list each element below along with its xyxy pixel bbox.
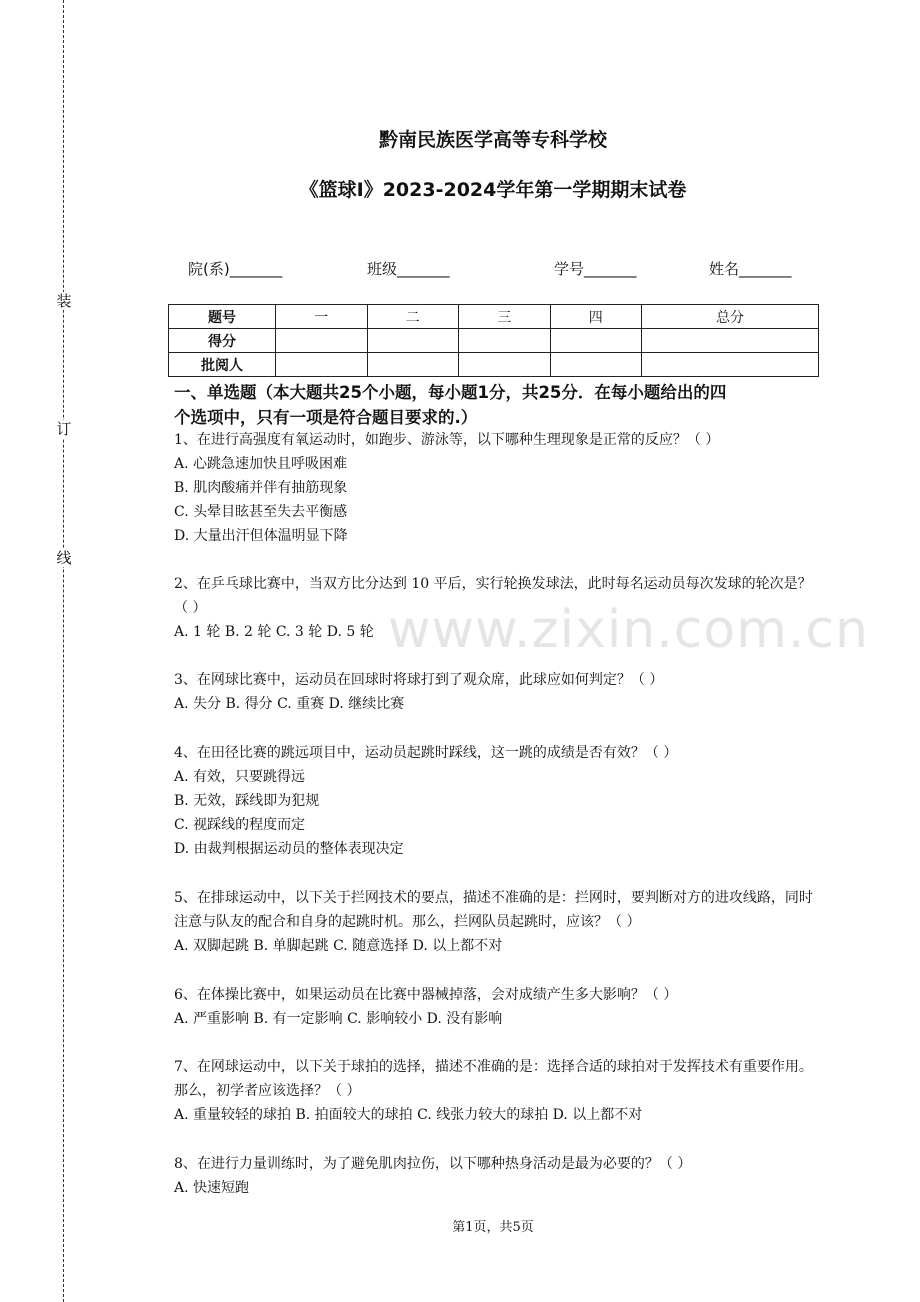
question-3	[174, 668, 822, 716]
option: A. 严重影响 B. 有一定影响 C. 影响较小 D. 没有影响	[174, 1011, 503, 1027]
section-heading	[174, 380, 822, 430]
question-4	[174, 741, 822, 861]
reviewer-cell[interactable]	[367, 353, 459, 377]
score-header-cell: 二	[367, 305, 459, 329]
option: A. 失分 B. 得分 C. 重赛 D. 继续比赛	[174, 696, 405, 712]
score-header-cell: 一	[276, 305, 368, 329]
option: A. 1 轮 B. 2 轮 C. 3 轮 D. 5 轮	[174, 624, 374, 640]
option: C. 视踩线的程度而定	[174, 817, 306, 833]
department-field[interactable]: 院(系)_______	[188, 260, 283, 278]
question-1	[174, 428, 822, 548]
option: D. 由裁判根据运动员的整体表现决定	[174, 841, 404, 857]
reviewer-row-label: 批阅人	[169, 353, 276, 377]
reviewer-cell[interactable]	[459, 353, 551, 377]
class-field[interactable]: 班级_______	[367, 260, 450, 278]
page-footer: 第1页，共5页	[452, 1220, 534, 1235]
question-8	[174, 1152, 822, 1200]
score-table	[168, 304, 819, 377]
option: D. 大量出汗但体温明显下降	[174, 528, 348, 544]
score-row-label: 得分	[169, 329, 276, 353]
watermark: www.zixin.com.cn	[388, 600, 869, 660]
question-stem: 4、在田径比赛的跳远项目中，运动员起跳时踩线，这一跳的成绩是否有效？（ ）	[174, 745, 678, 761]
score-table-header-row	[169, 305, 819, 329]
question-5	[174, 886, 822, 958]
option: A. 重量较轻的球拍 B. 拍面较大的球拍 C. 线张力较大的球拍 D. 以上都不对	[174, 1107, 643, 1123]
score-header-cell: 四	[550, 305, 642, 329]
school-name: 黔南民族医学高等专科学校	[378, 129, 607, 151]
reviewer-cell[interactable]	[276, 353, 368, 377]
binding-char-ding: 订	[56, 420, 72, 438]
question-stem: 3、在网球比赛中，运动员在回球时将球打到了观众席，此球应如何判定？（ ）	[174, 672, 664, 688]
option: A. 心跳急速加快且呼吸困难	[174, 456, 348, 472]
score-cell[interactable]	[642, 329, 819, 353]
question-stem: 5、在排球运动中，以下关于拦网技术的要点，描述不准确的是：拦网时，要判断对方的进攻线路，同时注意与队友的配合和自身的起跳时机。那么，拦网队员起跳时，应该？（ ）	[174, 890, 813, 930]
score-header-cell: 总分	[642, 305, 819, 329]
score-header-cell: 三	[459, 305, 551, 329]
section-heading-line: 个选项中，只有一项是符合题目要求的.）	[174, 408, 478, 427]
score-header-cell: 题号	[169, 305, 276, 329]
reviewer-row	[169, 353, 819, 377]
option: A. 快速短跑	[174, 1180, 250, 1196]
question-stem: 2、在乒乓球比赛中，当双方比分达到 10 平后，实行轮换发球法，此时每名运动员每次发球的轮次是？（ ）	[174, 576, 812, 616]
score-cell[interactable]	[550, 329, 642, 353]
option: B. 肌肉酸痛并伴有抽筋现象	[174, 480, 348, 496]
binding-char-xian: 线	[56, 549, 72, 567]
score-cell[interactable]	[459, 329, 551, 353]
binding-char-zhuang: 装	[56, 292, 72, 310]
question-6	[174, 983, 822, 1031]
reviewer-cell[interactable]	[642, 353, 819, 377]
question-stem: 8、在进行力量训练时，为了避免肌肉拉伤，以下哪种热身活动是最为必要的？（ ）	[174, 1156, 692, 1172]
student-id-field[interactable]: 学号_______	[554, 260, 637, 278]
option: B. 无效，踩线即为犯规	[174, 793, 320, 809]
question-stem: 7、在网球运动中，以下关于球拍的选择，描述不准确的是：选择合适的球拍对于发挥技术有重要作用。那么，初学者应该选择？（ ）	[174, 1059, 813, 1099]
exam-title: 《篮球Ⅰ》2023-2024学年第一学期期末试卷	[299, 179, 687, 201]
option: C. 头晕目眩甚至失去平衡感	[174, 504, 348, 520]
score-row	[169, 329, 819, 353]
score-cell[interactable]	[367, 329, 459, 353]
question-stem: 1、在进行高强度有氧运动时，如跑步、游泳等，以下哪种生理现象是正常的反应？（ ）	[174, 432, 720, 448]
score-cell[interactable]	[276, 329, 368, 353]
option: A. 双脚起跳 B. 单脚起跳 C. 随意选择 D. 以上都不对	[174, 938, 503, 954]
section-heading-line: 一、单选题（本大题共25个小题，每小题1分，共25分．在每小题给出的四	[174, 383, 727, 402]
question-7	[174, 1055, 822, 1127]
question-stem: 6、在体操比赛中，如果运动员在比赛中器械掉落，会对成绩产生多大影响？（ ）	[174, 987, 678, 1003]
name-field[interactable]: 姓名_______	[709, 260, 792, 278]
reviewer-cell[interactable]	[550, 353, 642, 377]
option: A. 有效，只要跳得远	[174, 769, 306, 785]
